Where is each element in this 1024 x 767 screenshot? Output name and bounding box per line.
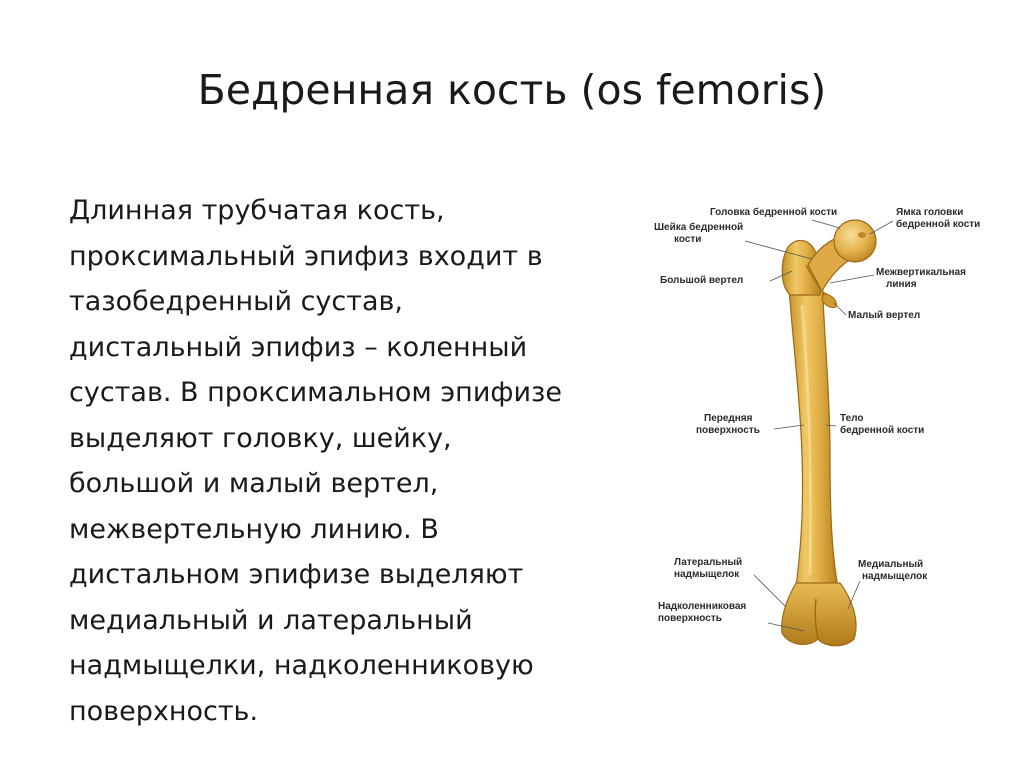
label-anterior-surface-1: Передняя [704, 413, 753, 424]
femur-condyles [782, 583, 856, 646]
label-body-2: бедренной кости [840, 425, 925, 436]
label-neck-1: Шейка бедренной [654, 222, 744, 233]
description-line: проксимальный эпифиз входит в [69, 240, 543, 272]
label-lateral-epicondyle-2: надмыщелок [674, 569, 740, 580]
label-intertrochanteric-2: линия [886, 279, 917, 290]
label-body-1: Тело [840, 413, 864, 424]
femur-shaft [788, 275, 838, 587]
label-femoral-head: Головка бедренной кости [710, 207, 838, 218]
label-head-fossa-2: бедренной кости [896, 219, 981, 230]
label-head-fossa-1: Ямка головки [896, 207, 964, 218]
description-line: большой и малый вертел, [69, 468, 439, 499]
label-medial-epicondyle-1: Медиальный [858, 559, 924, 570]
femur-illustration [640, 195, 980, 655]
description-line: межвертельную линию. В [69, 513, 439, 545]
label-patellar-surface-1: Надколенниковая [658, 601, 747, 612]
description-line: поверхность. [69, 695, 259, 727]
label-lateral-epicondyle-1: Латеральный [674, 557, 743, 568]
description-line: медиальный и латеральный [69, 604, 473, 636]
label-patellar-surface-2: поверхность [658, 613, 722, 624]
femur-figure [640, 195, 980, 655]
head-fossa [858, 232, 866, 238]
description-text [69, 188, 629, 734]
label-medial-epicondyle-2: надмыщелок [862, 571, 928, 582]
label-lesser-trochanter: Малый вертел [848, 310, 921, 321]
label-anterior-surface-2: поверхность [696, 425, 760, 436]
title-latin: (os femoris) [580, 66, 827, 114]
description-line: Длинная трубчатая кость, [69, 195, 445, 226]
description-line: надмыщелки, надколенниковую [69, 650, 534, 681]
title-main: Бедренная кость [197, 66, 568, 114]
description-line: дистальный эпифиз – коленный [69, 331, 528, 363]
description-line: дистальном эпифизе выделяют [69, 559, 524, 590]
label-neck-2: кости [674, 234, 702, 245]
label-intertrochanteric-1: Межвертикальная [876, 267, 966, 278]
lesser-trochanter [822, 293, 836, 308]
description-line: тазобедренный сустав, [69, 286, 404, 317]
label-greater-trochanter: Большой вертел [660, 275, 744, 286]
description-line: выделяют головку, шейку, [69, 422, 452, 454]
femur-head [834, 220, 876, 262]
slide-title [0, 66, 1024, 114]
description-line: сустав. В проксимальном эпифизе [69, 377, 562, 408]
